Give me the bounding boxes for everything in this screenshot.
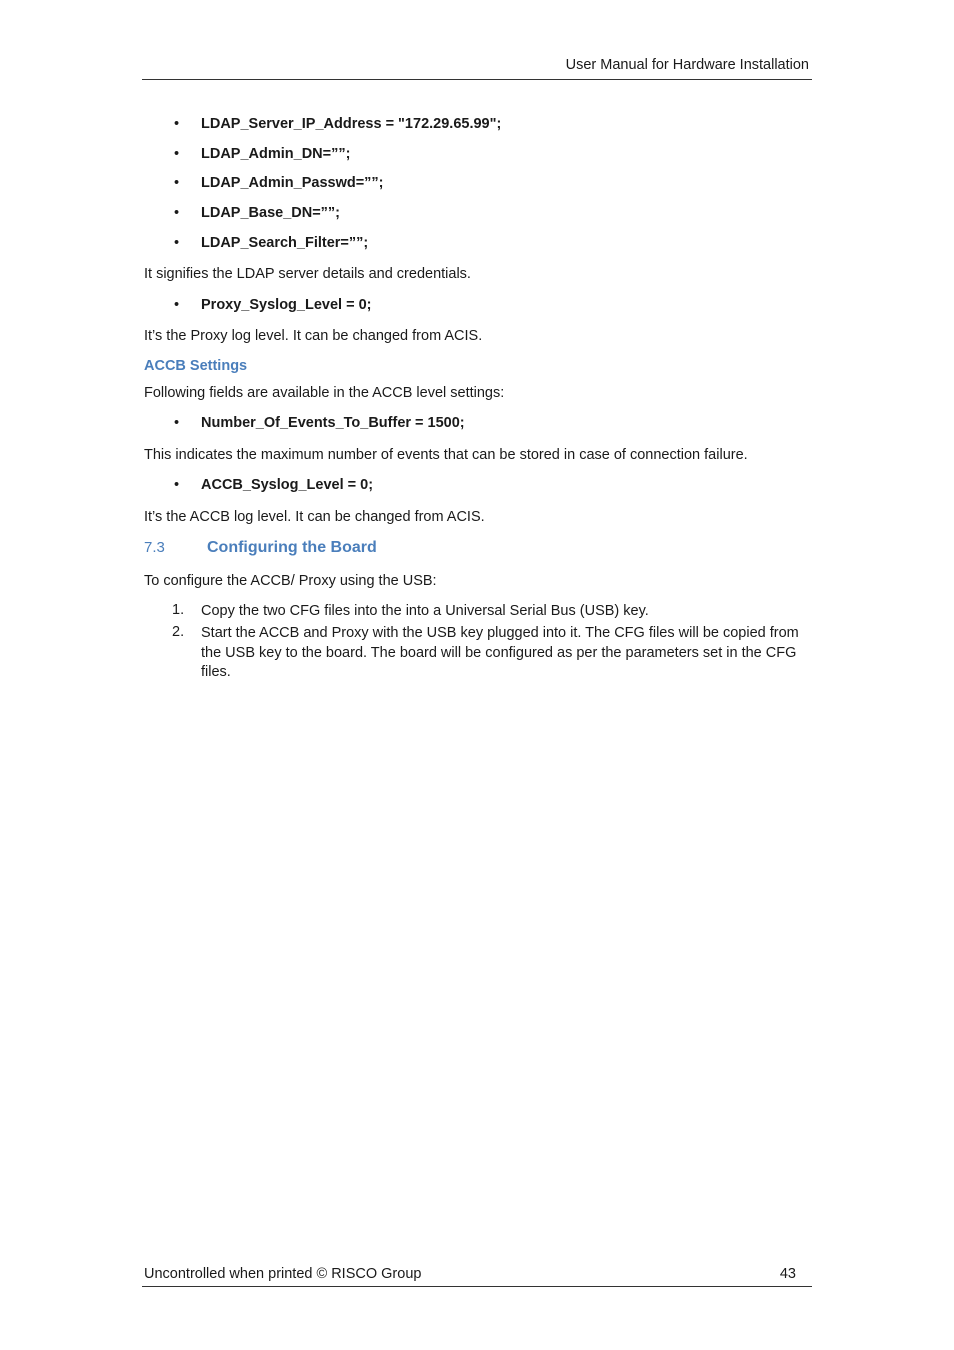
- bullet-icon: •: [174, 297, 180, 313]
- section-title: Configuring the Board: [207, 539, 377, 556]
- bullet-ldap-admin-dn: [174, 146, 350, 162]
- page-number: 43: [779, 1266, 796, 1282]
- bullet-text: Number_Of_Events_To_Buffer = 1500;: [201, 415, 465, 431]
- footer-copyright: Uncontrolled when printed © RISCO Group: [144, 1266, 422, 1282]
- paragraph-accb-intro: Following fields are available in the ACCB level settings:: [144, 385, 505, 401]
- step-text: Copy the two CFG files into the into a Universal Serial Bus (USB) key.: [201, 603, 649, 619]
- bullet-icon: •: [174, 146, 180, 162]
- step-number: 1.: [172, 602, 185, 618]
- paragraph-configure-intro: To configure the ACCB/ Proxy using the USB:: [144, 573, 437, 589]
- bullet-icon: •: [174, 415, 180, 431]
- paragraph-events-description: This indicates the maximum number of events that can be stored in case of connection failure.: [144, 447, 748, 463]
- footer-divider: [142, 1286, 812, 1287]
- bullet-proxy-syslog-level: [174, 297, 371, 313]
- bullet-text: LDAP_Base_DN=””;: [201, 205, 341, 221]
- paragraph-proxy-description: It’s the Proxy log level. It can be changed from ACIS.: [144, 328, 483, 344]
- section-number: 7.3: [144, 539, 165, 556]
- bullet-accb-syslog-level: [174, 477, 373, 493]
- step-text: Start the ACCB and Proxy with the USB key plugged into it. The CFG files will be copied from the USB key to the board. The board will be configured as per the parameters set in the CFG files.: [201, 625, 799, 680]
- bullet-icon: •: [174, 235, 180, 251]
- step-number: 2.: [172, 624, 185, 640]
- bullet-icon: •: [174, 175, 180, 191]
- bullet-text: LDAP_Search_Filter=””;: [201, 235, 369, 251]
- bullet-ldap-admin-passwd: [174, 175, 384, 191]
- subheading-accb-settings: ACCB Settings: [144, 358, 248, 374]
- bullet-text: Proxy_Syslog_Level = 0;: [201, 297, 372, 313]
- bullet-ldap-base-dn: [174, 205, 340, 221]
- bullet-text: ACCB_Syslog_Level = 0;: [201, 477, 374, 493]
- header-divider: [142, 79, 812, 80]
- running-header: User Manual for Hardware Installation: [565, 57, 809, 73]
- bullet-events-to-buffer: [174, 415, 465, 431]
- bullet-text: LDAP_Admin_DN=””;: [201, 146, 351, 162]
- bullet-text: LDAP_Admin_Passwd=””;: [201, 175, 384, 191]
- paragraph-accb-log-description: It’s the ACCB log level. It can be changed from ACIS.: [144, 509, 485, 525]
- bullet-text: LDAP_Server_IP_Address = "172.29.65.99";: [201, 116, 502, 132]
- bullet-icon: •: [174, 205, 180, 221]
- bullet-icon: •: [174, 477, 180, 493]
- bullet-icon: •: [174, 116, 180, 132]
- bullet-ldap-server-ip: [174, 116, 501, 132]
- paragraph-ldap-description: It signifies the LDAP server details and credentials.: [144, 266, 471, 282]
- bullet-ldap-search-filter: [174, 235, 368, 251]
